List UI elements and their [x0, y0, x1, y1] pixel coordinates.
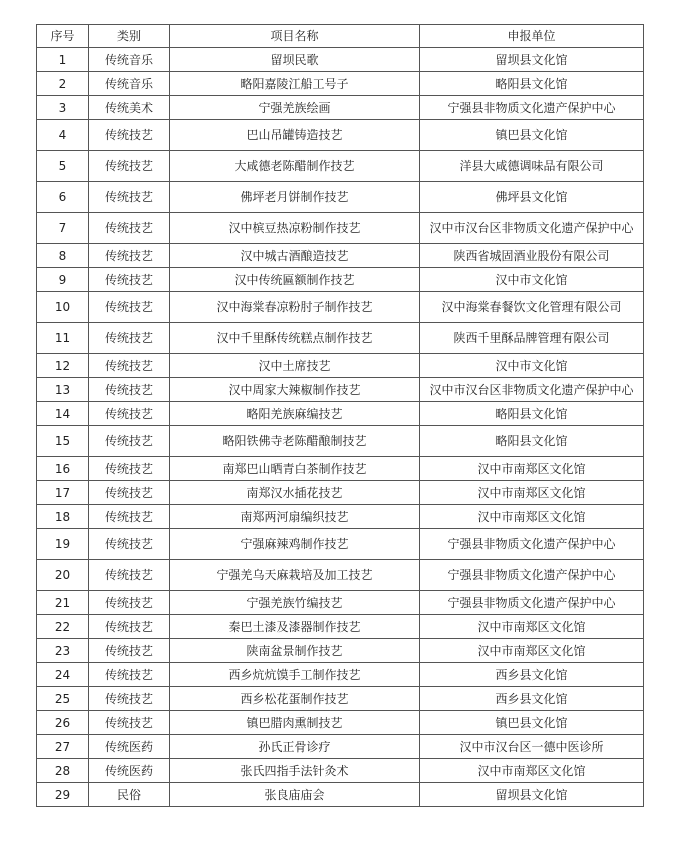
table-row	[37, 426, 644, 457]
cell-applicant: 汉中市汉台区非物质文化遗产保护中心	[420, 378, 644, 402]
cell-project-name: 西乡炕炕馍手工制作技艺	[170, 663, 420, 687]
cell-project-name: 张氏四指手法针灸术	[170, 759, 420, 783]
cell-category: 传统技艺	[89, 120, 170, 151]
cell-applicant: 宁强县非物质文化遗产保护中心	[420, 96, 644, 120]
cell-category: 传统技艺	[89, 323, 170, 354]
cell-index: 14	[37, 402, 89, 426]
table-row	[37, 639, 644, 663]
cell-index: 26	[37, 711, 89, 735]
cell-category: 传统医药	[89, 735, 170, 759]
cell-index: 15	[37, 426, 89, 457]
table-row	[37, 151, 644, 182]
cell-applicant: 陕西省城固酒业股份有限公司	[420, 244, 644, 268]
cell-applicant: 略阳县文化馆	[420, 426, 644, 457]
cell-applicant: 西乡县文化馆	[420, 687, 644, 711]
table-row	[37, 244, 644, 268]
cell-category: 民俗	[89, 783, 170, 807]
cell-project-name: 秦巴土漆及漆器制作技艺	[170, 615, 420, 639]
cell-category: 传统美术	[89, 96, 170, 120]
cell-applicant: 汉中市南郑区文化馆	[420, 481, 644, 505]
cell-index: 24	[37, 663, 89, 687]
cell-category: 传统技艺	[89, 687, 170, 711]
table-row	[37, 529, 644, 560]
cell-index: 28	[37, 759, 89, 783]
cell-applicant: 留坝县文化馆	[420, 48, 644, 72]
cell-applicant: 汉中市文化馆	[420, 354, 644, 378]
cell-category: 传统技艺	[89, 711, 170, 735]
cell-applicant: 宁强县非物质文化遗产保护中心	[420, 560, 644, 591]
table-row	[37, 560, 644, 591]
cell-category: 传统技艺	[89, 426, 170, 457]
table-row	[37, 72, 644, 96]
cell-category: 传统音乐	[89, 48, 170, 72]
cell-project-name: 汉中土席技艺	[170, 354, 420, 378]
cell-applicant: 汉中市南郑区文化馆	[420, 759, 644, 783]
table-row	[37, 759, 644, 783]
cell-index: 1	[37, 48, 89, 72]
cell-project-name: 南郑汉水插花技艺	[170, 481, 420, 505]
table-row	[37, 735, 644, 759]
cell-index: 29	[37, 783, 89, 807]
cell-category: 传统技艺	[89, 182, 170, 213]
table-row	[37, 402, 644, 426]
cell-index: 27	[37, 735, 89, 759]
cell-project-name: 镇巴腊肉熏制技艺	[170, 711, 420, 735]
cell-index: 9	[37, 268, 89, 292]
cell-project-name: 南郑巴山晒青白茶制作技艺	[170, 457, 420, 481]
cell-project-name: 张良庙庙会	[170, 783, 420, 807]
cell-index: 17	[37, 481, 89, 505]
cell-applicant: 宁强县非物质文化遗产保护中心	[420, 529, 644, 560]
cell-project-name: 留坝民歌	[170, 48, 420, 72]
cell-project-name: 略阳嘉陵江船工号子	[170, 72, 420, 96]
header-index: 序号	[37, 25, 89, 48]
cell-category: 传统技艺	[89, 244, 170, 268]
cell-applicant: 镇巴县文化馆	[420, 711, 644, 735]
cell-project-name: 宁强麻辣鸡制作技艺	[170, 529, 420, 560]
table-row	[37, 354, 644, 378]
cell-index: 25	[37, 687, 89, 711]
cell-category: 传统技艺	[89, 268, 170, 292]
cell-applicant: 汉中市南郑区文化馆	[420, 639, 644, 663]
cell-applicant: 汉中海棠春餐饮文化管理有限公司	[420, 292, 644, 323]
cell-project-name: 略阳羌族麻编技艺	[170, 402, 420, 426]
header-applicant: 申报单位	[420, 25, 644, 48]
cell-category: 传统技艺	[89, 151, 170, 182]
cell-applicant: 汉中市南郑区文化馆	[420, 457, 644, 481]
cell-index: 5	[37, 151, 89, 182]
cell-category: 传统医药	[89, 759, 170, 783]
cell-project-name: 略阳铁佛寺老陈醋酿制技艺	[170, 426, 420, 457]
cell-project-name: 宁强羌族竹编技艺	[170, 591, 420, 615]
cell-category: 传统技艺	[89, 639, 170, 663]
cell-index: 2	[37, 72, 89, 96]
cell-project-name: 宁强羌族绘画	[170, 96, 420, 120]
cell-applicant: 陕西千里酥品牌管理有限公司	[420, 323, 644, 354]
cell-category: 传统音乐	[89, 72, 170, 96]
table-row	[37, 323, 644, 354]
cell-project-name: 大咸德老陈醋制作技艺	[170, 151, 420, 182]
cell-project-name: 陕南盆景制作技艺	[170, 639, 420, 663]
cell-applicant: 汉中市南郑区文化馆	[420, 615, 644, 639]
table-row	[37, 711, 644, 735]
cell-category: 传统技艺	[89, 378, 170, 402]
cell-project-name: 汉中传统匾额制作技艺	[170, 268, 420, 292]
cell-applicant: 汉中市南郑区文化馆	[420, 505, 644, 529]
table-row	[37, 687, 644, 711]
cell-category: 传统技艺	[89, 457, 170, 481]
cell-applicant: 汉中市汉台区非物质文化遗产保护中心	[420, 213, 644, 244]
cell-applicant: 汉中市汉台区一德中医诊所	[420, 735, 644, 759]
table-row	[37, 663, 644, 687]
cell-category: 传统技艺	[89, 591, 170, 615]
cell-index: 4	[37, 120, 89, 151]
cell-applicant: 留坝县文化馆	[420, 783, 644, 807]
table-body	[37, 48, 644, 807]
cell-index: 21	[37, 591, 89, 615]
table-row	[37, 591, 644, 615]
cell-applicant: 镇巴县文化馆	[420, 120, 644, 151]
cell-project-name: 佛坪老月饼制作技艺	[170, 182, 420, 213]
table-row	[37, 378, 644, 402]
cell-index: 20	[37, 560, 89, 591]
cell-index: 18	[37, 505, 89, 529]
cell-index: 19	[37, 529, 89, 560]
table-row	[37, 120, 644, 151]
heritage-project-table	[36, 24, 644, 807]
cell-index: 22	[37, 615, 89, 639]
cell-applicant: 略阳县文化馆	[420, 402, 644, 426]
cell-category: 传统技艺	[89, 615, 170, 639]
cell-index: 16	[37, 457, 89, 481]
table-row	[37, 213, 644, 244]
cell-project-name: 汉中海棠春凉粉肘子制作技艺	[170, 292, 420, 323]
cell-applicant: 汉中市文化馆	[420, 268, 644, 292]
cell-category: 传统技艺	[89, 529, 170, 560]
cell-project-name: 汉中槟豆热凉粉制作技艺	[170, 213, 420, 244]
header-category: 类别	[89, 25, 170, 48]
cell-applicant: 佛坪县文化馆	[420, 182, 644, 213]
table-row	[37, 48, 644, 72]
cell-project-name: 汉中周家大辣椒制作技艺	[170, 378, 420, 402]
cell-index: 13	[37, 378, 89, 402]
header-project-name: 项目名称	[170, 25, 420, 48]
cell-category: 传统技艺	[89, 292, 170, 323]
table-row	[37, 182, 644, 213]
cell-project-name: 汉中千里酥传统糕点制作技艺	[170, 323, 420, 354]
cell-applicant: 略阳县文化馆	[420, 72, 644, 96]
cell-category: 传统技艺	[89, 663, 170, 687]
cell-project-name: 孙氏正骨诊疗	[170, 735, 420, 759]
table-row	[37, 783, 644, 807]
cell-category: 传统技艺	[89, 354, 170, 378]
cell-project-name: 巴山吊罐铸造技艺	[170, 120, 420, 151]
cell-project-name: 汉中城古酒酿造技艺	[170, 244, 420, 268]
table-row	[37, 481, 644, 505]
cell-index: 7	[37, 213, 89, 244]
cell-project-name: 南郑两河扇编织技艺	[170, 505, 420, 529]
table-row	[37, 96, 644, 120]
cell-index: 12	[37, 354, 89, 378]
table-row	[37, 292, 644, 323]
cell-index: 10	[37, 292, 89, 323]
cell-index: 23	[37, 639, 89, 663]
cell-index: 11	[37, 323, 89, 354]
table-row	[37, 615, 644, 639]
cell-category: 传统技艺	[89, 213, 170, 244]
cell-index: 3	[37, 96, 89, 120]
cell-index: 6	[37, 182, 89, 213]
cell-applicant: 宁强县非物质文化遗产保护中心	[420, 591, 644, 615]
cell-index: 8	[37, 244, 89, 268]
header-row	[37, 25, 644, 48]
cell-category: 传统技艺	[89, 481, 170, 505]
cell-category: 传统技艺	[89, 402, 170, 426]
cell-project-name: 宁强羌乌天麻栽培及加工技艺	[170, 560, 420, 591]
cell-applicant: 洋县大咸德调味品有限公司	[420, 151, 644, 182]
table-row	[37, 268, 644, 292]
cell-category: 传统技艺	[89, 505, 170, 529]
table-row	[37, 505, 644, 529]
table-row	[37, 457, 644, 481]
cell-category: 传统技艺	[89, 560, 170, 591]
cell-project-name: 西乡松花蛋制作技艺	[170, 687, 420, 711]
cell-applicant: 西乡县文化馆	[420, 663, 644, 687]
